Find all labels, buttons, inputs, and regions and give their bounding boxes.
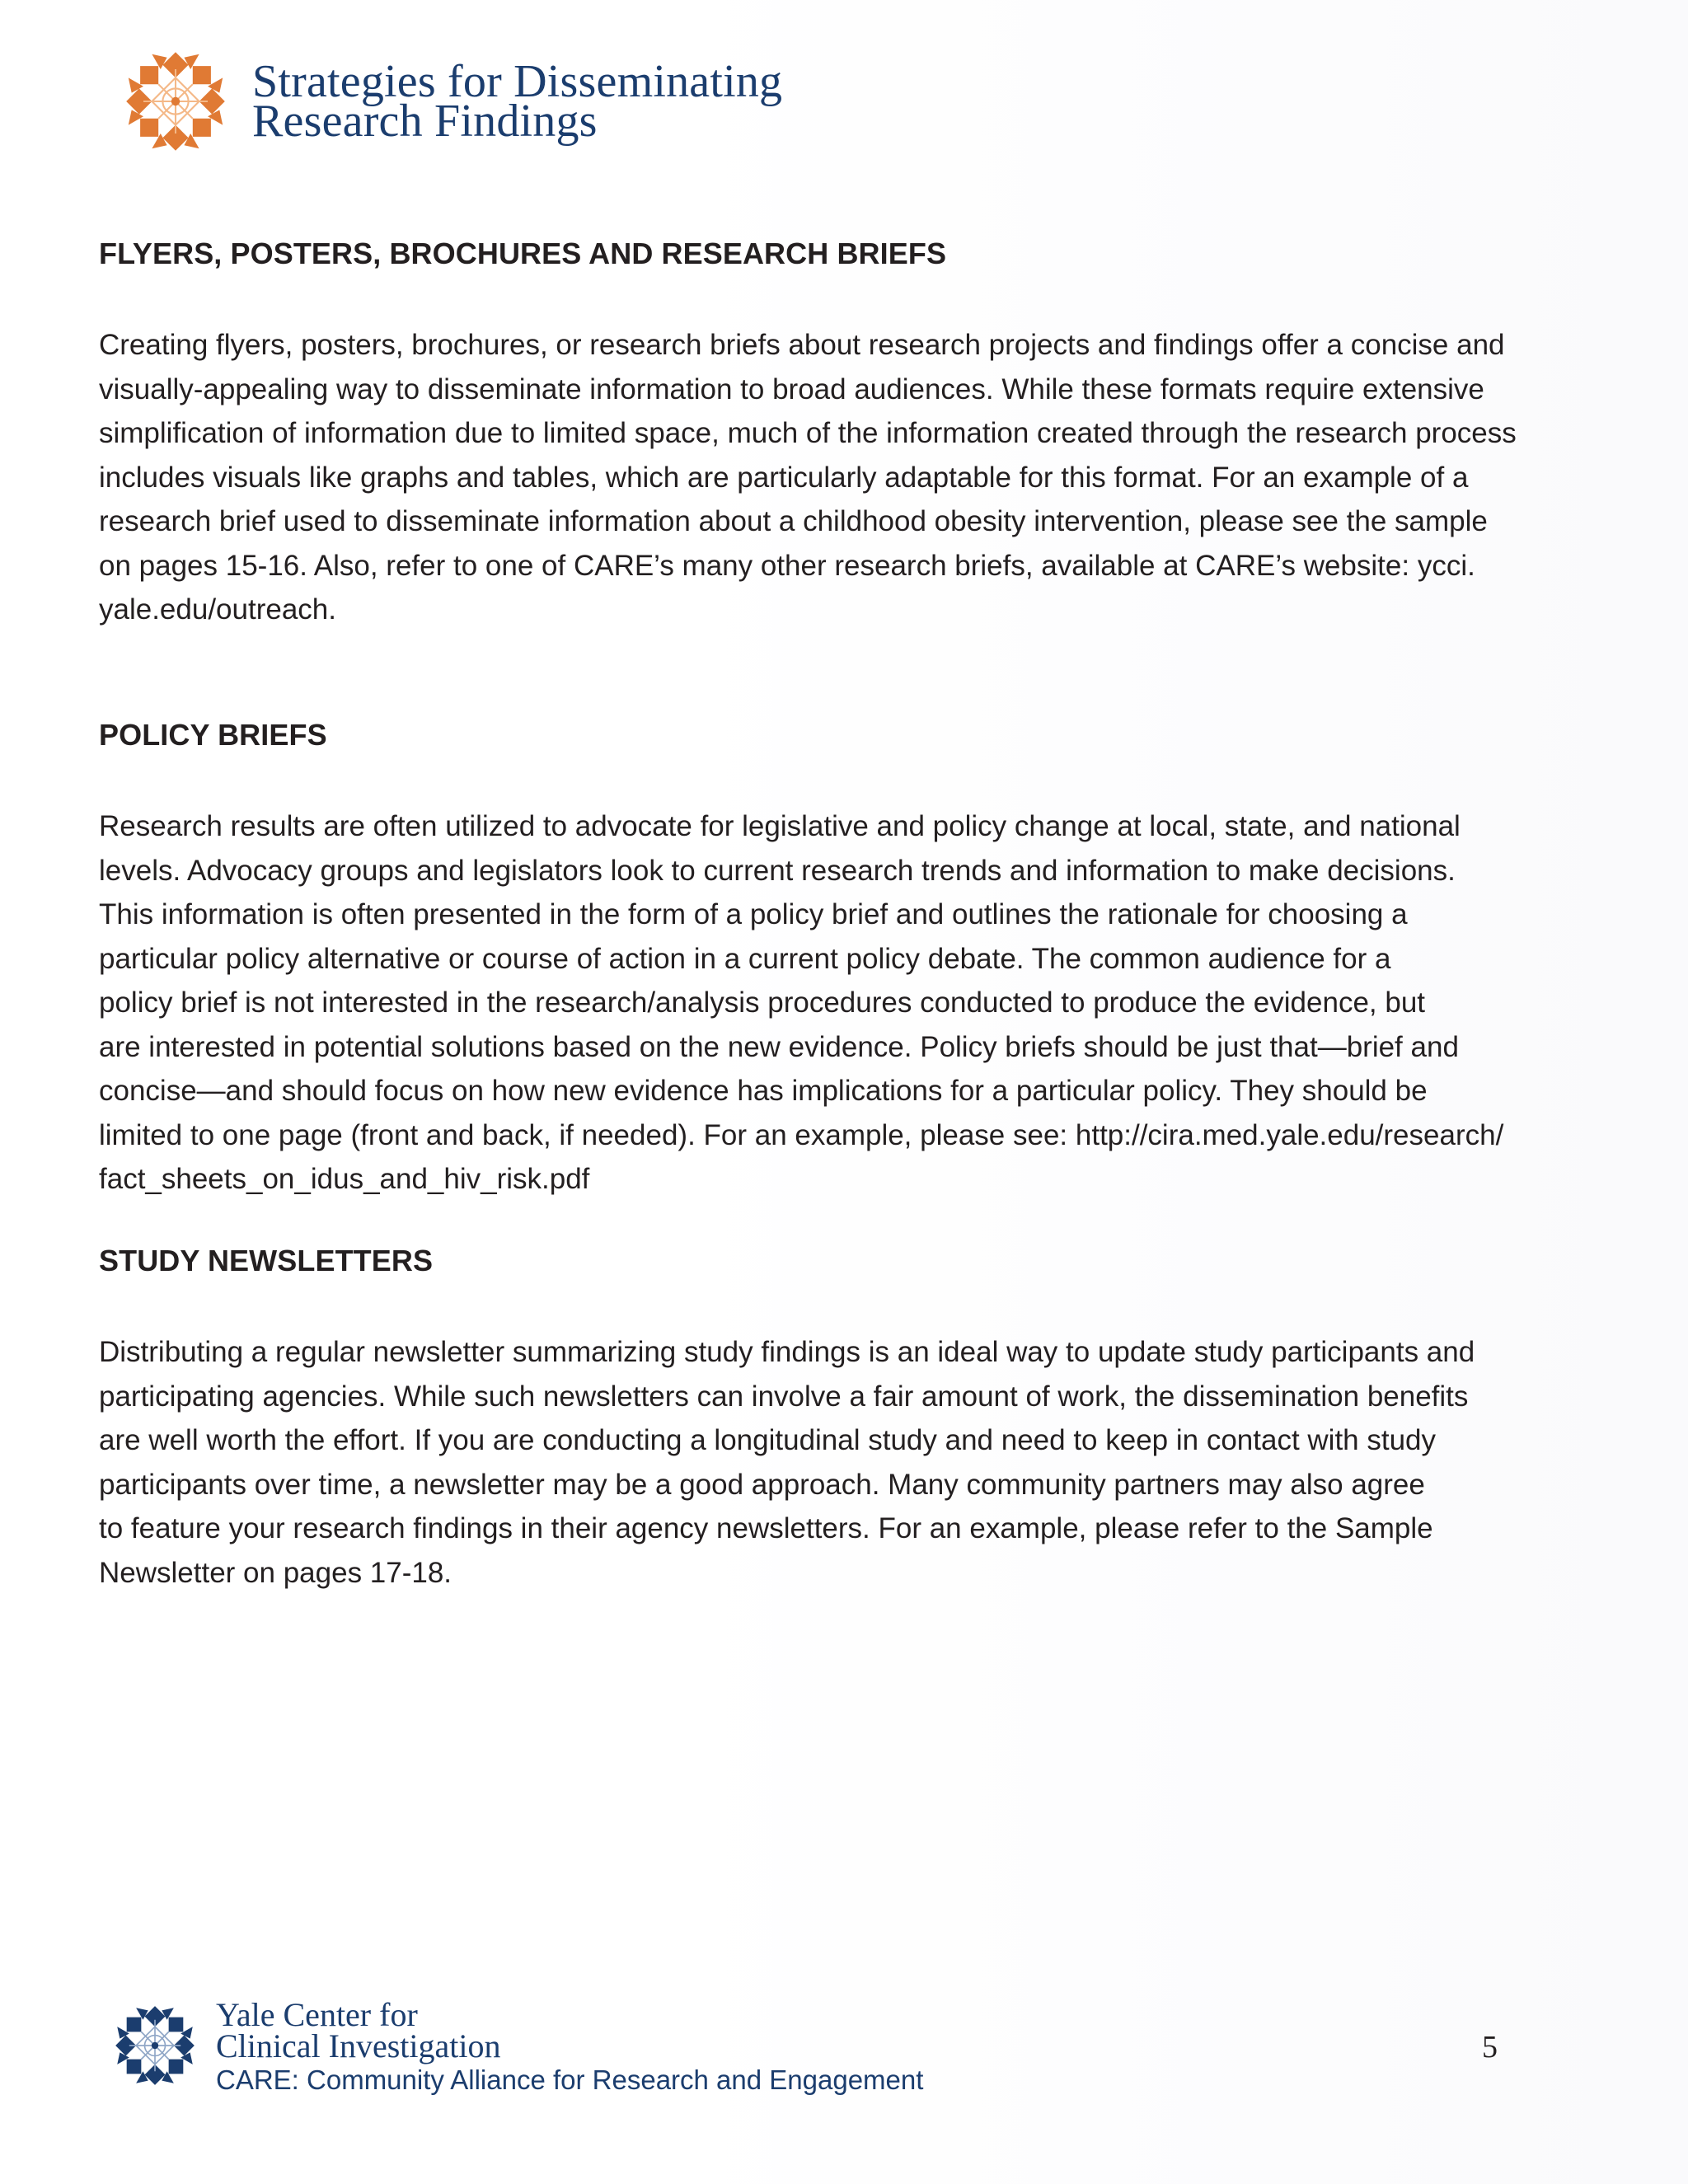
paragraph-line: to feature your research findings in their agency newsletters. For an example, please refer to the Sample: [99, 1512, 1433, 1544]
page-header: [122, 48, 782, 155]
paragraph-line: Distributing a regular newsletter summarizing study findings is an ideal way to update study participants and: [99, 1336, 1475, 1368]
footer-care-line: CARE: Community Alliance for Research and Engagement: [216, 2064, 924, 2095]
paragraph-line: policy brief is not interested in the research/analysis procedures conducted to produce the evidence, but: [99, 987, 1426, 1019]
document-title-line1: Strategies for Disseminating: [252, 56, 783, 107]
paragraph-line: participating agencies. While such newsletters can involve a fair amount of work, the dissemination benefits: [99, 1380, 1469, 1413]
paragraph-line: fact_sheets_on_idus_and_hiv_risk.pdf: [99, 1163, 590, 1195]
paragraph-line: participants over time, a newsletter may be a good approach. Many community partners may also agree: [99, 1468, 1425, 1501]
footer-org-line1: Yale Center for: [216, 1996, 418, 2033]
section-heading-flyers: FLYERS, POSTERS, BROCHURES AND RESEARCH BRIEFS: [99, 237, 947, 270]
section-body-study-newsletters: [99, 1330, 1599, 1595]
page-footer: [112, 1996, 924, 2097]
page-number: 5: [1482, 2030, 1498, 2064]
paragraph-line: Research results are often utilized to advocate for legislative and policy change at local, state, and national: [99, 810, 1461, 842]
footer-text: [216, 1996, 924, 2097]
paragraph-line: are interested in potential solutions based on the new evidence. Policy briefs should be just that—brief and: [99, 1030, 1459, 1063]
orange-lattice-emblem-icon: [122, 48, 229, 155]
section-heading-policy-briefs: POLICY BRIEFS: [99, 718, 327, 752]
paragraph-line: Newsletter on pages 17-18.: [99, 1556, 452, 1589]
paragraph-line: are well worth the effort. If you are conducting a longitudinal study and need to keep in contact with study: [99, 1424, 1437, 1456]
footer-org-line2: Clinical Investigation: [216, 2027, 501, 2064]
paragraph-line: on pages 15-16. Also, refer to one of CARE’s many other research briefs, available at CARE’s website: ycci.: [99, 549, 1475, 582]
section-body-flyers: [99, 323, 1599, 632]
paragraph-line: levels. Advocacy groups and legislators look to current research trends and information to make decisions.: [99, 854, 1456, 887]
paragraph-line: Creating flyers, posters, brochures, or research briefs about research projects and findings offer a concise and: [99, 329, 1505, 361]
paragraph-line: includes visuals like graphs and tables, which are particularly adaptable for this format. For an example of a: [99, 461, 1469, 494]
paragraph-line: concise—and should focus on how new evidence has implications for a particular policy. They should be: [99, 1075, 1428, 1107]
paragraph-line: particular policy alternative or course of action in a current policy debate. The common audience for a: [99, 942, 1391, 975]
document-title-line2: Research Findings: [252, 96, 598, 147]
paragraph-line: research brief used to disseminate information about a childhood obesity intervention, please see the sample: [99, 505, 1488, 537]
paragraph-line: visually-appealing way to disseminate information to broad audiences. While these formats require extensive: [99, 373, 1484, 405]
section-heading-study-newsletters: STUDY NEWSLETTERS: [99, 1244, 434, 1277]
blue-lattice-emblem-icon: [112, 2003, 198, 2088]
section-body-policy-briefs: [99, 804, 1599, 1202]
document-title: [252, 56, 783, 147]
paragraph-line: yale.edu/outreach.: [99, 593, 336, 626]
paragraph-line: limited to one page (front and back, if needed). For an example, please see: http://cira.med.yale.edu/research/: [99, 1118, 1504, 1151]
paragraph-line: This information is often presented in the form of a policy brief and outlines the rationale for choosing a: [99, 898, 1408, 930]
paragraph-line: simplification of information due to limited space, much of the information created through the research process: [99, 417, 1517, 449]
